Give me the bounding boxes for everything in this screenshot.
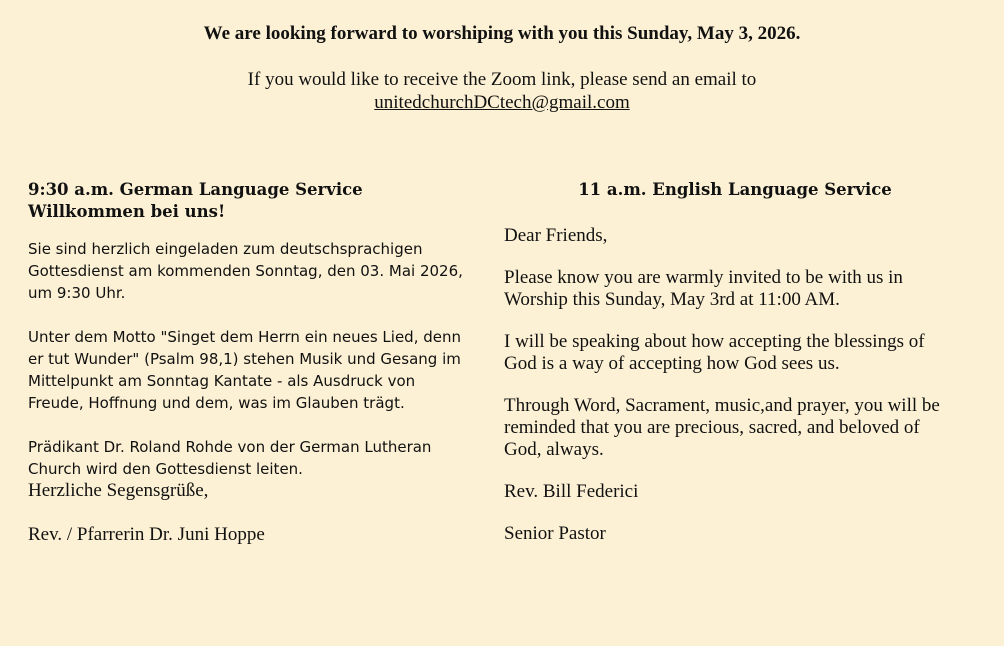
- german-paragraph-2: [28, 326, 498, 414]
- text-line: um 9:30 Uhr.: [28, 284, 126, 302]
- german-paragraph-1: [28, 238, 498, 304]
- newsletter-header: [0, 22, 1004, 114]
- spacer: [28, 502, 498, 524]
- spacer: [504, 503, 966, 523]
- text-line: I will be speaking about how accepting the blessings of: [504, 331, 925, 352]
- english-paragraph-3: [504, 395, 966, 461]
- spacer: [504, 247, 966, 267]
- zoom-instructions: If you would like to receive the Zoom link, please send an email to: [247, 69, 757, 90]
- text-line: Please know you are warmly invited to be with us in: [504, 267, 903, 288]
- english-service-column: [504, 179, 966, 545]
- text-line: Mittelpunkt am Sonntag Kantate - als Ausdruck von: [28, 372, 416, 390]
- headline: We are looking forward to worshiping with you this Sunday, May 3, 2026.: [203, 23, 801, 44]
- text-line: God, always.: [504, 439, 604, 460]
- text-line: reminded that you are precious, sacred, and beloved of: [504, 417, 920, 438]
- text-line: Church wird den Gottesdienst leiten.: [28, 460, 303, 478]
- text-line: Through Word, Sacrament, music,and prayer, you will be: [504, 395, 940, 416]
- german-service-title: 9:30 a.m. German Language Service: [28, 180, 363, 199]
- text-line: Unter dem Motto "Singet dem Herrn ein neues Lied, denn: [28, 328, 462, 346]
- text-line: Sie sind herzlich eingeladen zum deutschsprachigen: [28, 240, 423, 258]
- text-line: Prädikant Dr. Roland Rohde von der German Lutheran: [28, 438, 432, 456]
- spacer: [504, 375, 966, 395]
- text-line: Gottesdienst am kommenden Sonntag, den 03. Mai 2026,: [28, 262, 463, 280]
- email-link[interactable]: unitedchurchDCtech@gmail.com: [374, 92, 630, 113]
- german-paragraph-3: [28, 436, 498, 480]
- english-signature: Rev. Bill Federici: [504, 481, 639, 502]
- german-service-column: [28, 179, 498, 546]
- german-greeting: Herzliche Segensgrüße,: [28, 480, 209, 501]
- text-line: Worship this Sunday, May 3rd at 11:00 AM.: [504, 289, 840, 310]
- english-paragraph-2: [504, 331, 966, 375]
- email-line: [0, 91, 1004, 114]
- spacer: [28, 304, 498, 326]
- german-welcome: Willkommen bei uns!: [28, 202, 226, 221]
- german-signature: Rev. / Pfarrerin Dr. Juni Hoppe: [28, 524, 265, 545]
- spacer: [504, 461, 966, 481]
- spacer: [504, 311, 966, 331]
- english-paragraph-1: [504, 267, 966, 311]
- text-line: Freude, Hoffnung und dem, was im Glauben trägt.: [28, 394, 405, 412]
- spacer: [28, 223, 498, 238]
- english-salutation: Dear Friends,: [504, 225, 608, 246]
- text-line: er tut Wunder" (Psalm 98,1) stehen Musik und Gesang im: [28, 350, 461, 368]
- spacer: [28, 414, 498, 436]
- text-line: God is a way of accepting how God sees us.: [504, 353, 840, 374]
- spacer: [504, 201, 966, 225]
- english-role: Senior Pastor: [504, 523, 606, 544]
- english-service-title: 11 a.m. English Language Service: [578, 180, 892, 199]
